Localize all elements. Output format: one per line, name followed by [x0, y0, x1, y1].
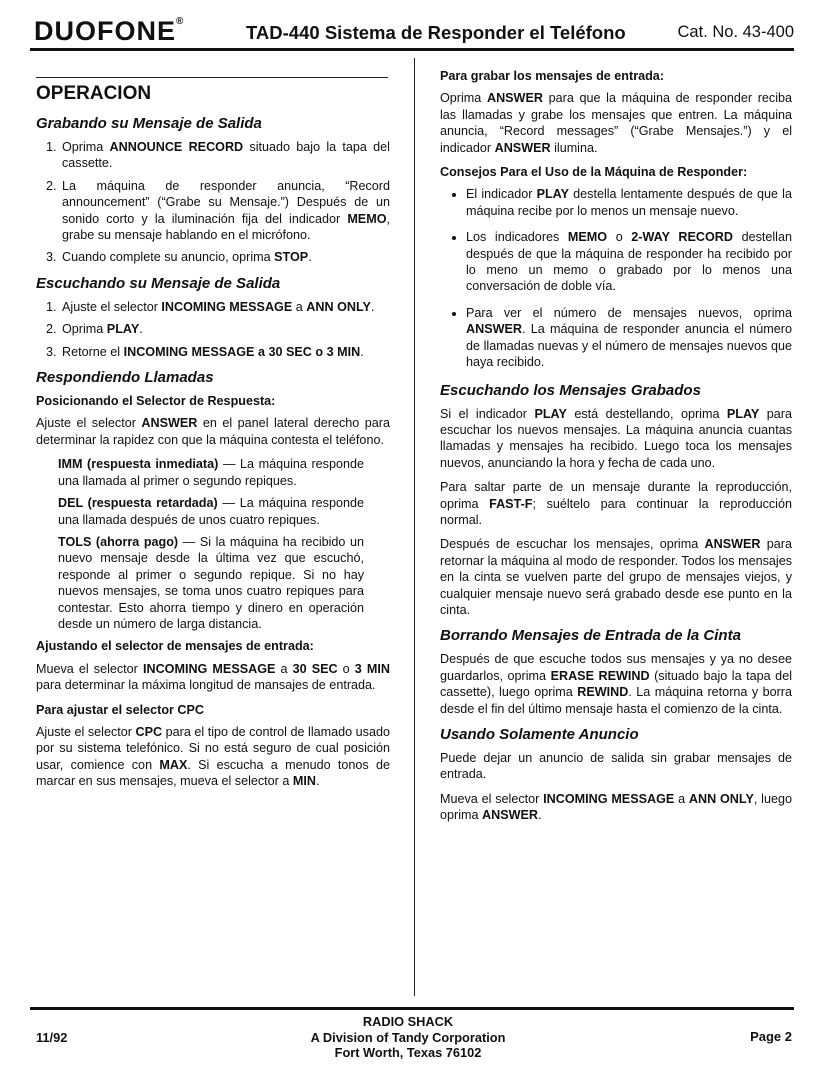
page-number: Page 2: [750, 1029, 792, 1044]
footer-date: 11/92: [36, 1030, 68, 1045]
paragraph: Después de escuchar los mensajes, oprima ANSWER para retornar la máquina al modo de responder. Todos los mensajes en la cinta se vuelven parte del grupo de mensajes viejos, y cualquier mensaje nuevo será grabado desde ese punto en la cinta.: [440, 537, 792, 617]
list-item: 1. Ajuste el selector INCOMING MESSAGE a ANN ONLY.: [60, 299, 390, 315]
list-item: • Los indicadores MEMO o 2-WAY RECORD destellan después de que la máquina de responder ha recibido por lo meno un memo o grabado por lo menos una conversación de doble vía.: [466, 229, 792, 295]
paragraph: Ajuste el selector ANSWER en el panel lateral derecho para determinar la rapidez con que la máquina contesta el teléfono.: [36, 416, 390, 447]
subsection-title: Para grabar los mensajes de entrada:: [440, 69, 664, 83]
list-item: 3. Cuando complete su anuncio, oprima STOP.: [60, 249, 390, 265]
left-column: [36, 82, 390, 798]
header-divider: [30, 48, 794, 51]
list-item: • Para ver el número de mensajes nuevos, oprima ANSWER. La máquina de responder anuncia el número de llamadas nuevas y el número de mensajes nuevos que haya recibido.: [466, 305, 792, 371]
list-item: 3. Retorne el INCOMING MESSAGE a 30 SEC o 3 MIN.: [60, 344, 390, 360]
page-heading: OPERACION: [36, 83, 152, 104]
footer-line: RADIO SHACK: [362, 1014, 454, 1029]
list-item: 2. La máquina de responder anuncia, “Record announcement” (“Grabe su Mensaje.”) Después de un sonido corto y la iluminación fija del indicador MEMO, grabe su mensaje hablando en el micrófono.: [60, 178, 390, 244]
numbered-list: [36, 139, 390, 266]
section-title: Respondiendo Llamadas: [36, 369, 214, 387]
registered-mark: ®: [176, 16, 185, 27]
page-header: [34, 14, 794, 48]
bullet-list: [440, 186, 792, 370]
document-title: TAD-440 Sistema de Responder el Teléfono: [246, 22, 626, 43]
catalog-number: Cat. No. 43-400: [677, 23, 794, 41]
subsection-title: Para ajustar el selector CPC: [36, 702, 204, 717]
footer-publisher: [258, 1014, 558, 1061]
definition-item: TOLS (ahorra pago) — Si la máquina ha recibido un nuevo mensaje desde la última vez que escuchó, responde al primer o segundo repique. Si no hay nuevos mensajes, se toma unos cuatro repiques para contestar. Esto ahorra tiempo y dinero en operación desde un número de larga distancia.: [58, 534, 364, 631]
subsection-title: Ajustando el selector de mensajes de entrada:: [36, 639, 314, 654]
right-column: [440, 66, 792, 832]
column-divider: [414, 58, 415, 996]
section-title: Borrando Mensajes de Entrada de la Cinta: [440, 627, 741, 645]
definition-item: IMM (respuesta inmediata) — La máquina responde una llamada al primer o segundo repiques.: [58, 457, 364, 488]
section-title: Escuchando su Mensaje de Salida: [36, 274, 281, 292]
paragraph: Mueva el selector INCOMING MESSAGE a ANN ONLY, luego oprima ANSWER.: [440, 791, 792, 823]
paragraph: Para saltar parte de un mensaje durante la reproducción, oprima FAST-F; suéltelo para continuar la reproducción normal.: [440, 480, 792, 527]
paragraph: Si el indicador PLAY está destellando, oprima PLAY para escuchar los nuevos mensajes. La máquina anuncia cuantas llamadas y mensajes ha recibido. Luego toca los mensajes nuevos, anunciando la hora y fecha de cada uno.: [440, 406, 792, 470]
footer-line: A Division of Tandy Corporation: [310, 1029, 506, 1045]
brand-logo: [34, 16, 184, 47]
section-title: Usando Solamente Anuncio: [440, 726, 639, 743]
subsection-title: Consejos Para el Uso de la Máquina de Responder:: [440, 165, 748, 180]
subsection-title: Posicionando el Selector de Respuesta:: [36, 394, 276, 409]
list-item: 1. Oprima ANNOUNCE RECORD situado bajo la tapa del cassette.: [60, 139, 390, 172]
section-rule: [36, 77, 388, 78]
footer-divider: [30, 1007, 794, 1010]
paragraph: Después de que escuche todos sus mensajes y ya no desee guardarlos, oprima ERASE REWIND (situado bajo la tapa del cassette), luego oprima REWIND. La máquina retorna y borra desde el fin del último mensaje hasta el comienzo de la cinta.: [440, 652, 792, 716]
section-title: Grabando su Mensaje de Salida: [36, 115, 262, 132]
list-item: • El indicador PLAY destella lentamente después de que la máquina recibe por lo menos un mensaje nuevo.: [466, 186, 792, 219]
brand-name: DUOFONE: [34, 16, 176, 46]
list-item: 2. Oprima PLAY.: [60, 321, 390, 337]
paragraph: Oprima ANSWER para que la máquina de responder reciba las llamadas y grabe los mensajes que entren. La máquina anuncia, “Record messages” (“Grabe Mensajes.”) y el indicador ANSWER ilumina.: [440, 91, 792, 155]
footer-line: Fort Worth, Texas 76102: [334, 1045, 482, 1060]
paragraph: Mueva el selector INCOMING MESSAGE a 30 SEC o 3 MIN para determinar la máxima longitud de mansajes de entrada.: [36, 661, 390, 693]
definition-item: DEL (respuesta retardada) — La máquina responde una llamada después de unos cuatro repiques.: [58, 496, 364, 527]
paragraph: Ajuste el selector CPC para el tipo de control de llamado usado por su sistema telefónico. Si no está seguro de cual posición usar, comience con MAX. Si escucha a menudo tonos de marcar en sus mensajes, mueva el selector a MIN.: [36, 724, 390, 789]
section-title: Escuchando los Mensajes Grabados: [440, 381, 701, 399]
numbered-list: [36, 299, 390, 360]
paragraph: Puede dejar un anuncio de salida sin grabar mensajes de entrada.: [440, 751, 792, 782]
